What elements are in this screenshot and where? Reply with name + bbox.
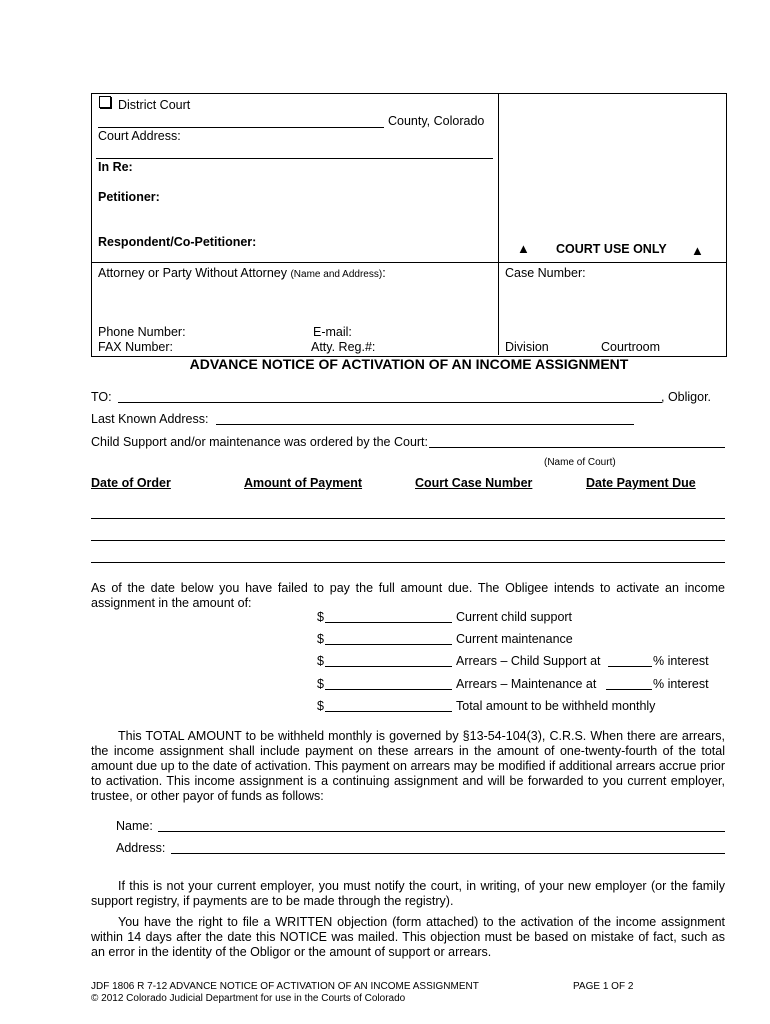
arrears-maintenance-amount-field[interactable] [325,689,452,690]
in-re-label: In Re: [98,160,133,174]
caption-horizontal-divider [91,262,726,263]
dollar-sign-2: $ [317,632,324,646]
courtroom-label: Courtroom [601,340,661,354]
amount-of-payment-heading: Amount of Payment [244,476,363,490]
dollar-sign-4: $ [317,677,324,691]
date-payment-due-heading: Date Payment Due [586,476,696,490]
county-field[interactable] [98,127,384,128]
total-amount-label: Total amount to be withheld monthly [456,699,656,713]
total-amount-paragraph: This TOTAL AMOUNT to be withheld monthly is governed by §13-54-104(3), C.R.S. When there are arrears, the income assignment shall include payment on these arrears in the amount of one-twenty-fourth of the total amount due up to the date of activation. This payment on arrears may be modified if additional arrears accrue prior to activation. This income assignment is a continuing assignment and will be forwarded to you current employer, trustee, or other payor of funds as follows: [91,729,725,803]
dollar-sign-5: $ [317,699,324,713]
objection-paragraph: You have the right to file a WRITTEN objection (form attached) to the activation of the income assignment within 14 days after the date this NOTICE was mailed. This objection must be based on mistake of fact, such as an error in the identity of the Obligor or the amount of support or arrears. [91,915,725,959]
form-title: ADVANCE NOTICE OF ACTIVATION OF AN INCOME ASSIGNMENT [189,356,629,372]
arrears-child-support-label: Arrears – Child Support at [456,654,601,668]
caption-box [91,93,727,357]
pct-interest-label-2: % interest [653,677,709,691]
court-name-field[interactable] [429,447,725,448]
current-maintenance-label: Current maintenance [456,632,573,646]
attorney-label [98,266,386,280]
case-number-label: Case Number: [505,266,586,280]
attorney-label-sub: (Name and Address) [290,269,383,280]
arrears-maintenance-label: Arrears – Maintenance at [456,677,597,691]
order-entry-line-2[interactable] [91,540,725,541]
employer-address-field[interactable] [171,853,725,854]
court-address-field[interactable] [96,158,493,159]
obligor-name-field[interactable] [118,402,662,403]
attorney-label-colon: : [382,266,386,280]
obligor-label: , Obligor. [661,390,712,404]
order-entry-line-1[interactable] [91,518,725,519]
dollar-sign-1: $ [317,610,324,624]
arrears-maintenance-interest-field[interactable] [606,689,652,690]
total-amount-field[interactable] [325,711,452,712]
employer-address-label: Address: [116,841,166,855]
to-label: TO: [91,390,112,404]
county-label: County, Colorado [388,114,485,128]
employer-paragraph: If this is not your current employer, you must notify the court, in writing, of your new employer (or the family support registry, if payments are to be made through the registry). [91,879,725,908]
employer-name-label: Name: [116,819,153,833]
footer-copyright: © 2012 Colorado Judicial Department for use in the Courts of Colorado [91,993,406,1004]
employer-name-field[interactable] [158,831,725,832]
ordered-label: Child Support and/or maintenance was ordered by the Court: [91,435,428,449]
order-entry-line-3[interactable] [91,562,725,563]
current-child-support-label: Current child support [456,610,573,624]
maintenance-amount-field[interactable] [325,644,452,645]
court-address-label: Court Address: [98,129,181,143]
court-case-number-heading: Court Case Number [415,476,533,490]
date-of-order-heading: Date of Order [91,476,171,490]
failed-paragraph: As of the date below you have failed to pay the full amount due. The Obligee intends to activate an income assignment in the amount of: [91,581,725,610]
attorney-label-main: Attorney or Party Without Attorney [98,266,287,280]
arrears-child-support-interest-field[interactable] [608,666,652,667]
pct-interest-label-1: % interest [653,654,709,668]
up-triangle-icon-left: ▲ [517,241,530,256]
caption-vertical-divider [498,93,499,355]
name-of-court-caption: (Name of Court) [544,457,616,468]
respondent-label: Respondent/Co-Petitioner: [98,235,257,249]
petitioner-label: Petitioner: [98,190,160,204]
footer-page-number: PAGE 1 OF 2 [573,981,634,992]
district-court-label: District Court [118,98,191,112]
footer-form-id: JDF 1806 R 7-12 ADVANCE NOTICE OF ACTIVATION OF AN INCOME ASSIGNMENT [91,981,479,992]
dollar-sign-3: $ [317,654,324,668]
district-court-checkbox[interactable] [99,96,111,108]
arrears-child-support-amount-field[interactable] [325,666,452,667]
phone-label: Phone Number: [98,325,186,339]
atty-reg-label: Atty. Reg.#: [311,340,376,354]
child-support-amount-field[interactable] [325,622,452,623]
division-label: Division [505,340,549,354]
court-use-only-label: COURT USE ONLY [556,242,667,256]
up-triangle-icon-right: ▲ [691,243,704,258]
email-label: E-mail: [313,325,352,339]
last-address-label: Last Known Address: [91,412,209,426]
fax-label: FAX Number: [98,340,174,354]
last-address-field[interactable] [216,424,634,425]
